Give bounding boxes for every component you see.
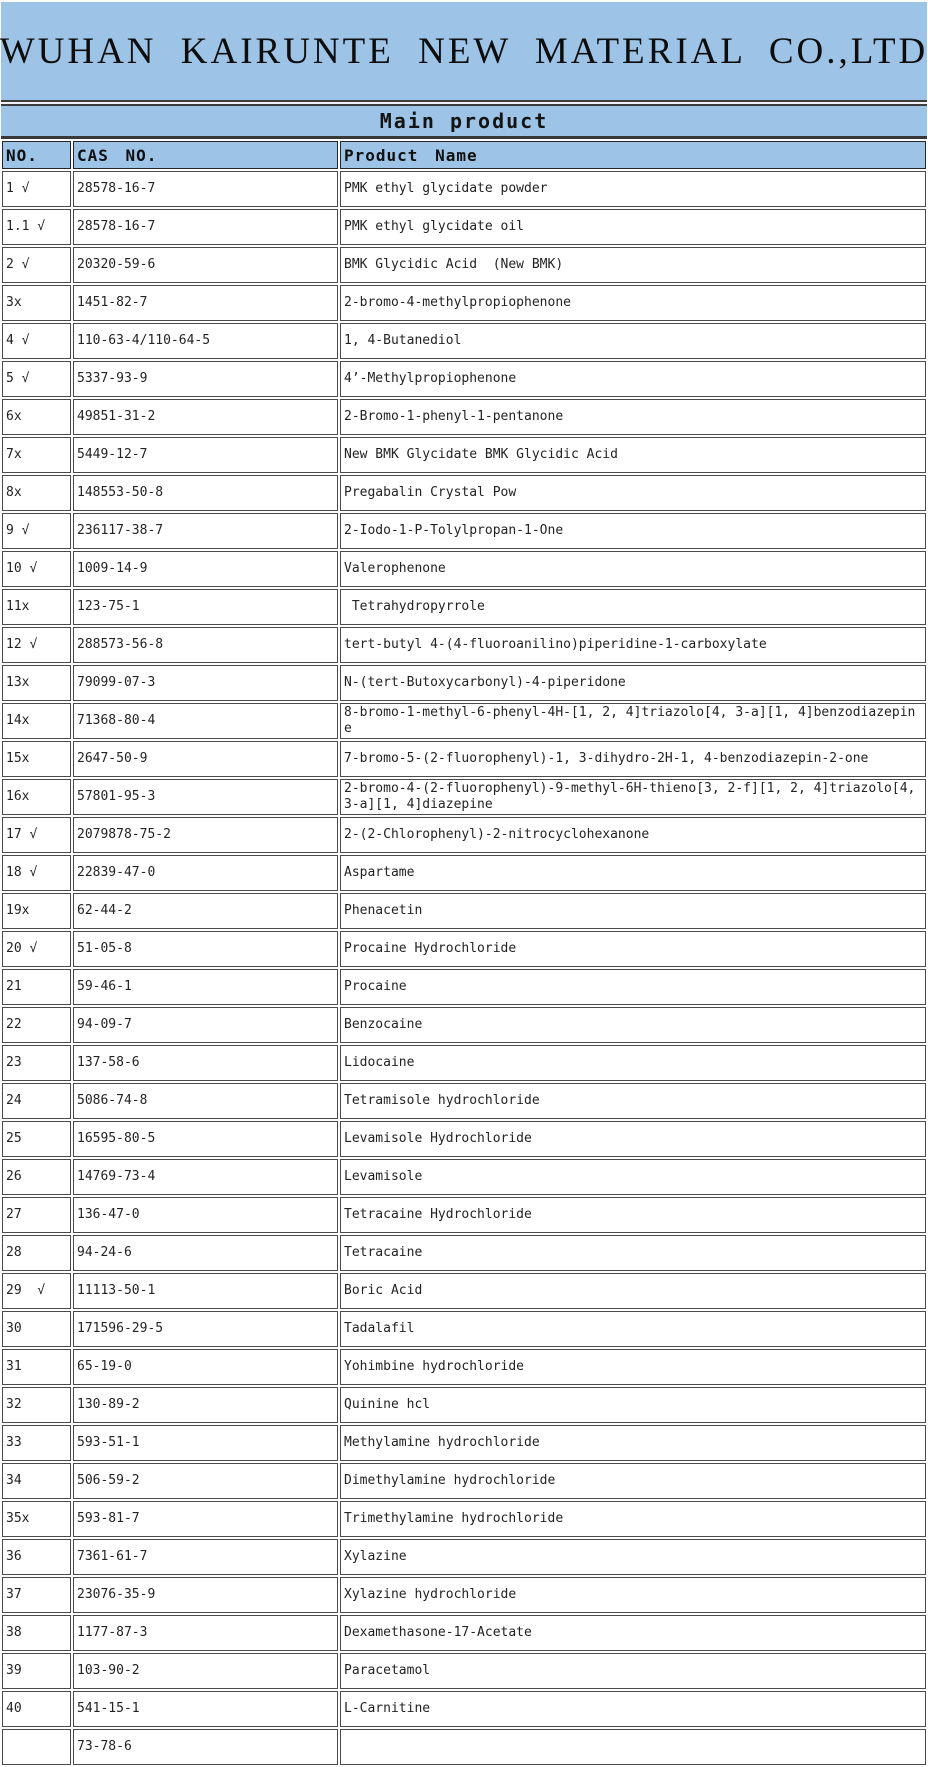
row-no-cell: 28 — [2, 1235, 71, 1271]
row-no-cell: 13x — [2, 665, 71, 701]
table-row — [2, 1083, 926, 1119]
row-product-cell: Quinine hcl — [340, 1387, 926, 1423]
row-cas-cell: 23076-35-9 — [73, 1577, 338, 1613]
row-cas-cell: 71368-80-4 — [73, 703, 338, 739]
row-cas-cell: 123-75-1 — [73, 589, 338, 625]
row-cas-cell: 20320-59-6 — [73, 247, 338, 283]
row-cas-cell: 593-81-7 — [73, 1501, 338, 1537]
table-row — [2, 247, 926, 283]
row-cas-cell: 22839-47-0 — [73, 855, 338, 891]
row-cas-cell: 130-89-2 — [73, 1387, 338, 1423]
row-cas-cell: 2079878-75-2 — [73, 817, 338, 853]
table-row — [2, 1463, 926, 1499]
company-header — [1, 2, 927, 102]
row-no-cell: 37 — [2, 1577, 71, 1613]
row-no-cell: 10 √ — [2, 551, 71, 587]
row-product-cell: Phenacetin — [340, 893, 926, 929]
row-product-cell: Xylazine hydrochloride — [340, 1577, 926, 1613]
row-cas-cell: 16595-80-5 — [73, 1121, 338, 1157]
table-row — [2, 1197, 926, 1233]
table-row — [2, 589, 926, 625]
row-product-cell: 2-Bromo-1-phenyl-1-pentanone — [340, 399, 926, 435]
row-product-cell: Methylamine hydrochloride — [340, 1425, 926, 1461]
table-row — [2, 1349, 926, 1385]
row-product-cell: Dexamethasone-17-Acetate — [340, 1615, 926, 1651]
row-product-cell: 2-Iodo-1-P-Tolylpropan-1-One — [340, 513, 926, 549]
row-cas-cell: 171596-29-5 — [73, 1311, 338, 1347]
row-product-cell: Yohimbine hydrochloride — [340, 1349, 926, 1385]
table-body — [2, 171, 926, 1765]
row-no-cell: 24 — [2, 1083, 71, 1119]
row-product-cell: 7-bromo-5-(2-fluorophenyl)-1, 3-dihydro-2H-1, 4-benzodiazepin-2-one — [340, 741, 926, 777]
row-product-cell: Paracetamol — [340, 1653, 926, 1689]
row-product-cell: 4’-Methylpropiophenone — [340, 361, 926, 397]
table-row — [2, 969, 926, 1005]
table-row — [2, 1121, 926, 1157]
row-product-cell: Trimethylamine hydrochloride — [340, 1501, 926, 1537]
row-cas-cell: 11113-50-1 — [73, 1273, 338, 1309]
row-no-cell: 40 — [2, 1691, 71, 1727]
table-row — [2, 323, 926, 359]
row-product-cell: Levamisole Hydrochloride — [340, 1121, 926, 1157]
row-no-cell: 26 — [2, 1159, 71, 1195]
table-row — [2, 1007, 926, 1043]
row-cas-cell: 28578-16-7 — [73, 209, 338, 245]
table-row — [2, 285, 926, 321]
table-row — [2, 665, 926, 701]
table-row — [2, 1235, 926, 1271]
table-row — [2, 209, 926, 245]
row-no-cell: 5 √ — [2, 361, 71, 397]
table-row — [2, 171, 926, 207]
row-cas-cell: 7361-61-7 — [73, 1539, 338, 1575]
table-row — [2, 399, 926, 435]
table-row — [2, 1273, 926, 1309]
row-product-cell: 2-bromo-4-methylpropiophenone — [340, 285, 926, 321]
row-cas-cell: 541-15-1 — [73, 1691, 338, 1727]
table-row — [2, 1729, 926, 1765]
row-cas-cell: 2647-50-9 — [73, 741, 338, 777]
col-header-no: NO. — [2, 141, 71, 169]
row-no-cell: 30 — [2, 1311, 71, 1347]
row-no-cell: 29 √ — [2, 1273, 71, 1309]
row-no-cell: 1 √ — [2, 171, 71, 207]
table-row — [2, 703, 926, 739]
row-cas-cell: 1177-87-3 — [73, 1615, 338, 1651]
row-no-cell: 27 — [2, 1197, 71, 1233]
row-no-cell: 3x — [2, 285, 71, 321]
row-cas-cell: 1451-82-7 — [73, 285, 338, 321]
row-product-cell: 2-bromo-4-(2-fluorophenyl)-9-methyl-6H-thieno[3, 2-f][1, 2, 4]triazolo[4, 3-a][1, 4]diazepine — [340, 779, 926, 815]
table-row — [2, 1425, 926, 1461]
row-cas-cell: 79099-07-3 — [73, 665, 338, 701]
table-row — [2, 1615, 926, 1651]
row-product-cell: N-(tert-Butoxycarbonyl)-4-piperidone — [340, 665, 926, 701]
table-row — [2, 1691, 926, 1727]
row-no-cell: 20 √ — [2, 931, 71, 967]
table-header-row — [2, 141, 926, 169]
row-product-cell — [340, 1729, 926, 1765]
row-product-cell: Procaine — [340, 969, 926, 1005]
section-band — [1, 104, 927, 139]
row-no-cell: 6x — [2, 399, 71, 435]
table-row — [2, 741, 926, 777]
table-row — [2, 1311, 926, 1347]
row-product-cell: New BMK Glycidate BMK Glycidic Acid — [340, 437, 926, 473]
row-no-cell: 15x — [2, 741, 71, 777]
row-no-cell — [2, 1729, 71, 1765]
row-cas-cell: 65-19-0 — [73, 1349, 338, 1385]
row-product-cell: Boric Acid — [340, 1273, 926, 1309]
row-no-cell: 1.1 √ — [2, 209, 71, 245]
row-cas-cell: 5337-93-9 — [73, 361, 338, 397]
row-product-cell: Valerophenone — [340, 551, 926, 587]
col-header-cas: CAS NO. — [73, 141, 338, 169]
row-cas-cell: 5449-12-7 — [73, 437, 338, 473]
row-cas-cell: 593-51-1 — [73, 1425, 338, 1461]
row-product-cell: Tetracaine — [340, 1235, 926, 1271]
row-no-cell: 31 — [2, 1349, 71, 1385]
row-product-cell: L-Carnitine — [340, 1691, 926, 1727]
row-product-cell: Pregabalin Crystal Pow — [340, 475, 926, 511]
row-no-cell: 17 √ — [2, 817, 71, 853]
row-product-cell: 1, 4-Butanediol — [340, 323, 926, 359]
row-cas-cell: 506-59-2 — [73, 1463, 338, 1499]
row-product-cell: Tadalafil — [340, 1311, 926, 1347]
table-row — [2, 1045, 926, 1081]
row-no-cell: 38 — [2, 1615, 71, 1651]
row-product-cell: Tetramisole hydrochloride — [340, 1083, 926, 1119]
company-title: WUHAN KAIRUNTE NEW MATERIAL CO.,LTD — [0, 30, 928, 72]
table-row — [2, 627, 926, 663]
table-row — [2, 361, 926, 397]
row-product-cell: Dimethylamine hydrochloride — [340, 1463, 926, 1499]
row-cas-cell: 137-58-6 — [73, 1045, 338, 1081]
row-no-cell: 25 — [2, 1121, 71, 1157]
row-no-cell: 8x — [2, 475, 71, 511]
table-row — [2, 855, 926, 891]
row-cas-cell: 110-63-4/110-64-5 — [73, 323, 338, 359]
row-product-cell: tert-butyl 4-(4-fluoroanilino)piperidine-1-carboxylate — [340, 627, 926, 663]
table-row — [2, 551, 926, 587]
row-product-cell: 8-bromo-1-methyl-6-phenyl-4H-[1, 2, 4]triazolo[4, 3-a][1, 4]benzodiazepine — [340, 703, 926, 739]
row-no-cell: 7x — [2, 437, 71, 473]
section-title: Main product — [379, 109, 549, 133]
row-no-cell: 19x — [2, 893, 71, 929]
row-no-cell: 4 √ — [2, 323, 71, 359]
table-row — [2, 817, 926, 853]
table-row — [2, 1539, 926, 1575]
row-cas-cell: 62-44-2 — [73, 893, 338, 929]
row-no-cell: 11x — [2, 589, 71, 625]
row-cas-cell: 59-46-1 — [73, 969, 338, 1005]
row-product-cell: PMK ethyl glycidate powder — [340, 171, 926, 207]
table-row — [2, 513, 926, 549]
row-no-cell: 14x — [2, 703, 71, 739]
table-row — [2, 779, 926, 815]
row-product-cell: Tetracaine Hydrochloride — [340, 1197, 926, 1233]
table-row — [2, 437, 926, 473]
table-row — [2, 475, 926, 511]
row-product-cell: 2-(2-Chlorophenyl)-2-nitrocyclohexanone — [340, 817, 926, 853]
row-cas-cell: 94-09-7 — [73, 1007, 338, 1043]
row-product-cell: Tetrahydropyrrole — [340, 589, 926, 625]
table-row — [2, 931, 926, 967]
row-cas-cell: 94-24-6 — [73, 1235, 338, 1271]
row-cas-cell: 5086-74-8 — [73, 1083, 338, 1119]
row-no-cell: 34 — [2, 1463, 71, 1499]
table-row — [2, 893, 926, 929]
row-product-cell: BMK Glycidic Acid (New BMK) — [340, 247, 926, 283]
row-cas-cell: 136-47-0 — [73, 1197, 338, 1233]
row-no-cell: 33 — [2, 1425, 71, 1461]
row-no-cell: 16x — [2, 779, 71, 815]
table-row — [2, 1501, 926, 1537]
row-no-cell: 39 — [2, 1653, 71, 1689]
row-cas-cell: 49851-31-2 — [73, 399, 338, 435]
row-product-cell: Procaine Hydrochloride — [340, 931, 926, 967]
row-cas-cell: 14769-73-4 — [73, 1159, 338, 1195]
row-no-cell: 22 — [2, 1007, 71, 1043]
row-product-cell: Aspartame — [340, 855, 926, 891]
row-cas-cell: 73-78-6 — [73, 1729, 338, 1765]
row-cas-cell: 57801-95-3 — [73, 779, 338, 815]
row-cas-cell: 1009-14-9 — [73, 551, 338, 587]
row-no-cell: 18 √ — [2, 855, 71, 891]
table-row — [2, 1159, 926, 1195]
row-cas-cell: 103-90-2 — [73, 1653, 338, 1689]
row-product-cell: Xylazine — [340, 1539, 926, 1575]
row-product-cell: PMK ethyl glycidate oil — [340, 209, 926, 245]
row-no-cell: 21 — [2, 969, 71, 1005]
row-product-cell: Benzocaine — [340, 1007, 926, 1043]
row-no-cell: 9 √ — [2, 513, 71, 549]
table-row — [2, 1653, 926, 1689]
row-cas-cell: 148553-50-8 — [73, 475, 338, 511]
row-no-cell: 23 — [2, 1045, 71, 1081]
table-row — [2, 1387, 926, 1423]
products-table — [0, 139, 928, 1767]
col-header-product: Product Name — [340, 141, 926, 169]
row-no-cell: 36 — [2, 1539, 71, 1575]
row-no-cell: 35x — [2, 1501, 71, 1537]
row-product-cell: Lidocaine — [340, 1045, 926, 1081]
row-cas-cell: 28578-16-7 — [73, 171, 338, 207]
table-row — [2, 1577, 926, 1613]
row-no-cell: 32 — [2, 1387, 71, 1423]
row-cas-cell: 236117-38-7 — [73, 513, 338, 549]
row-cas-cell: 51-05-8 — [73, 931, 338, 967]
row-product-cell: Levamisole — [340, 1159, 926, 1195]
row-no-cell: 2 √ — [2, 247, 71, 283]
row-cas-cell: 288573-56-8 — [73, 627, 338, 663]
row-no-cell: 12 √ — [2, 627, 71, 663]
